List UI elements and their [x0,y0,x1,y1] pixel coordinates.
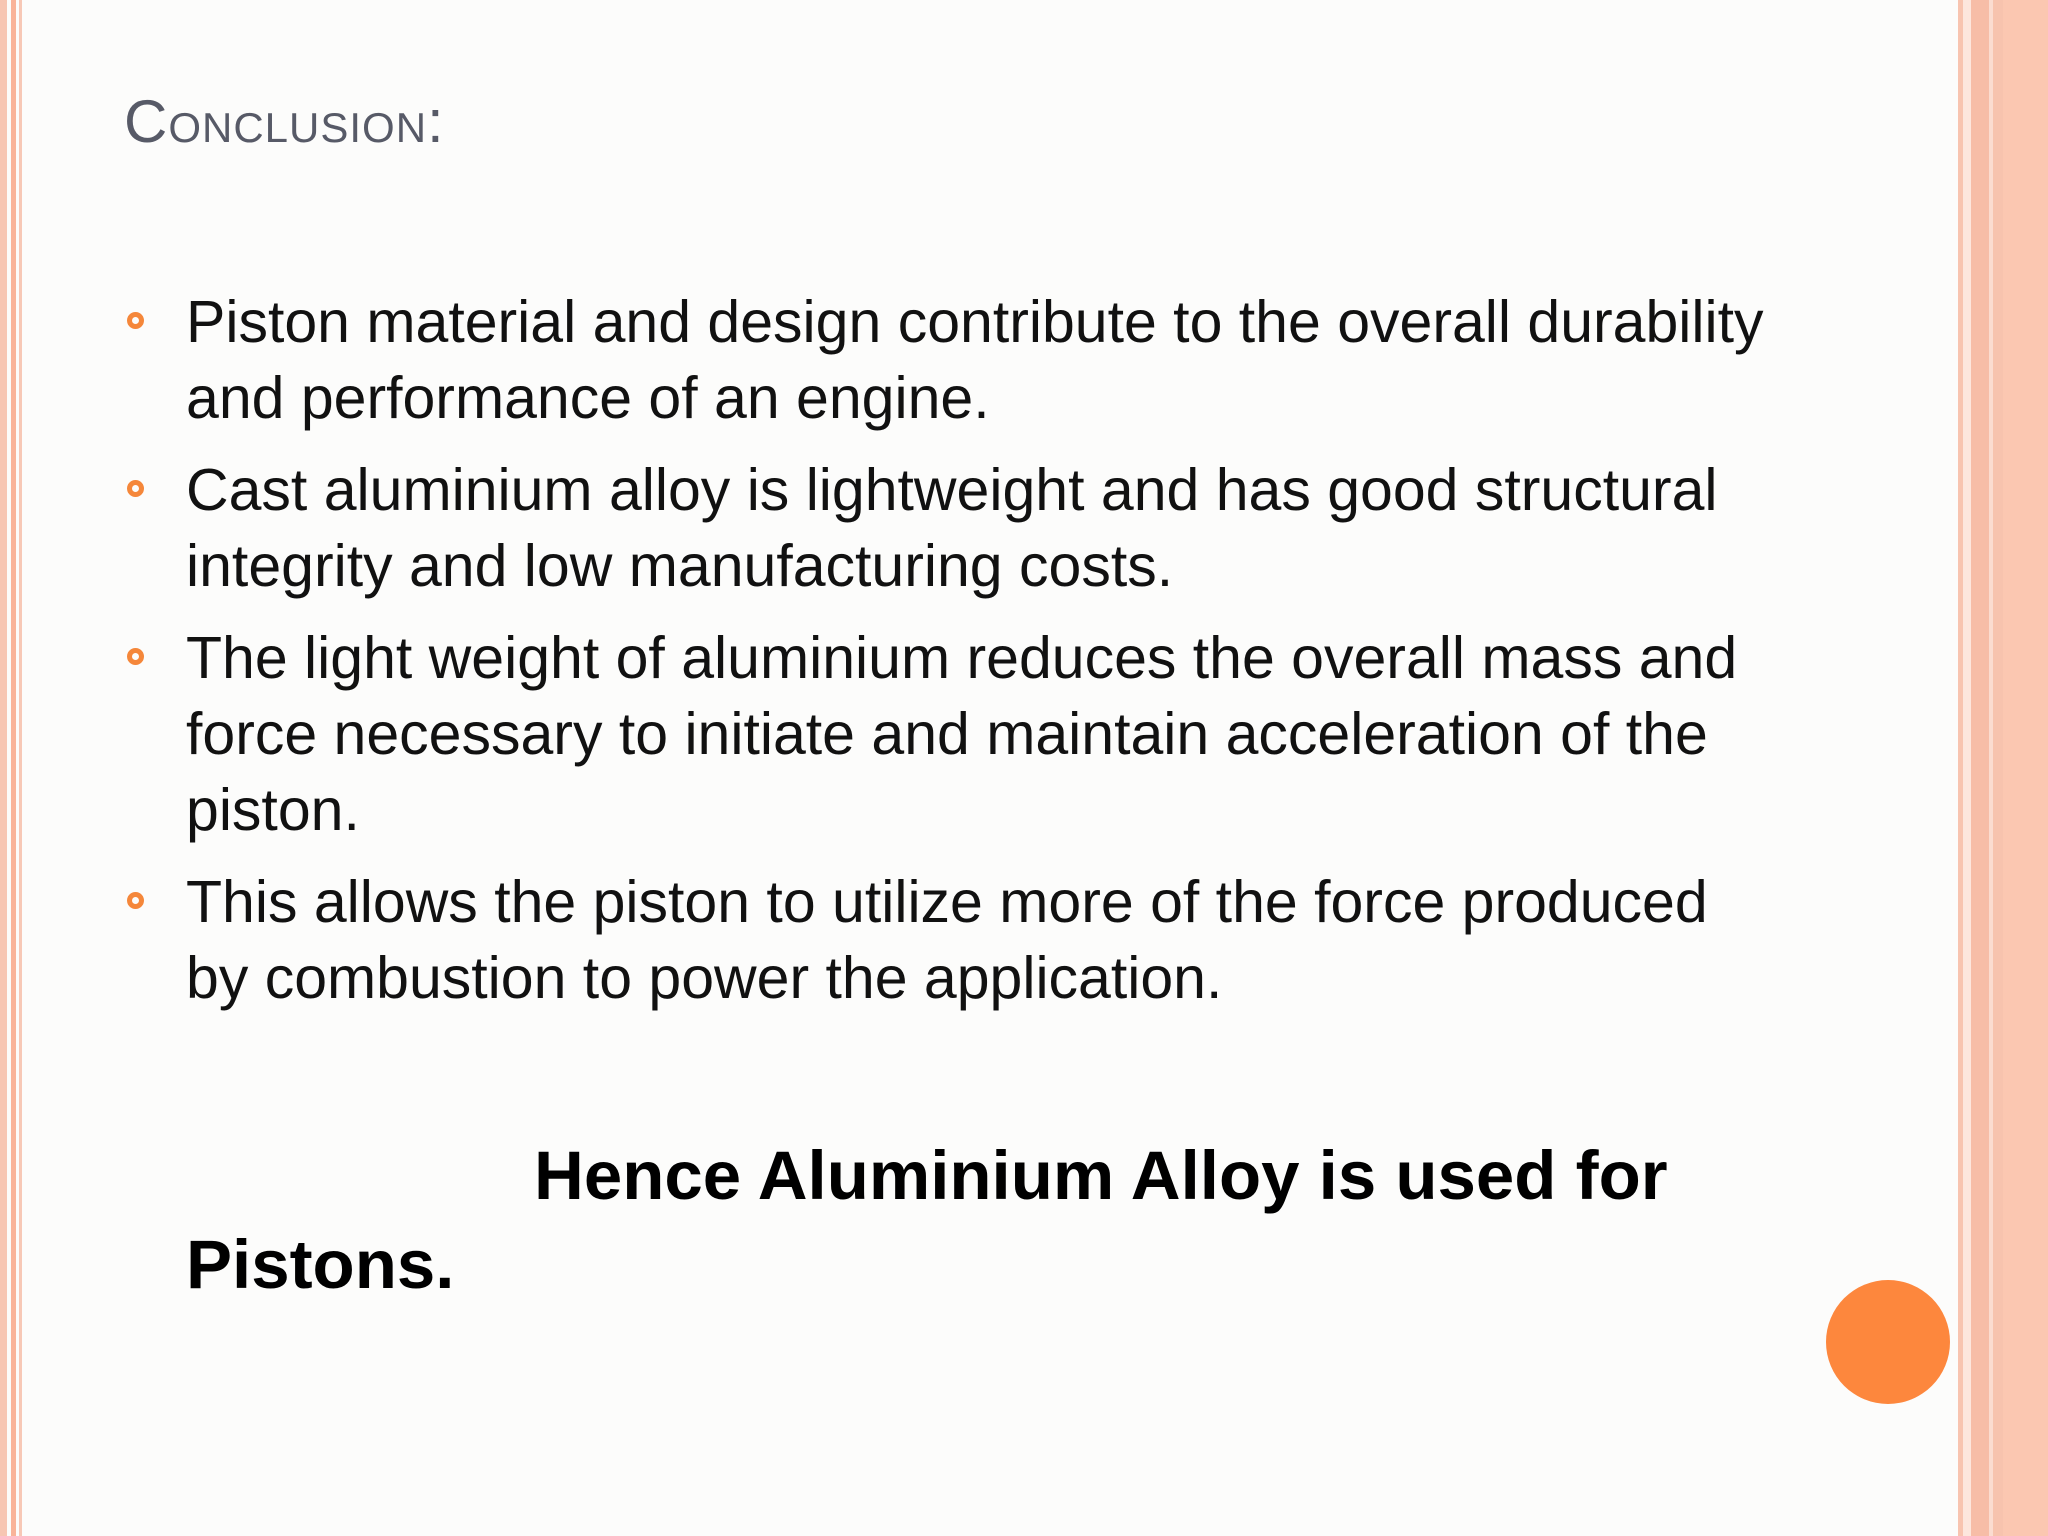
right-frame-stripe [1963,0,1971,1536]
right-frame-stripe [1993,0,2003,1536]
bullet-text: Cast aluminium alloy is lightweight and has good structural integrity and low manufacturing costs. [186,457,1718,599]
hollow-circle-bullet-icon [127,312,144,329]
hollow-circle-bullet-icon [127,480,144,497]
left-frame-stripe [11,0,16,1536]
bullet-text: The light weight of aluminium reduces the overall mass and force necessary to initiate and maintain acceleration of the piston. [186,625,1738,843]
orange-circle-icon [1826,1280,1950,1404]
bullet-item [124,864,1784,1016]
hollow-circle-bullet-icon [127,648,144,665]
right-frame-stripe [2003,0,2048,1536]
left-frame-stripe [0,0,7,1536]
left-frame-stripe [19,0,22,1536]
slide-title: Conclusion: [124,88,445,155]
bullet-text: This allows the piston to utilize more of the force produced by combustion to power the application. [186,869,1708,1011]
bullet-item [124,452,1784,604]
hollow-circle-bullet-icon [127,892,144,909]
bullet-list [124,284,1784,1032]
bullet-item [124,284,1784,436]
right-frame-stripe [1971,0,1989,1536]
bullet-text: Piston material and design contribute to the overall durability and performance of an engine. [186,289,1764,431]
bullet-item [124,620,1784,848]
conclusion-statement: Hence Aluminium Alloy is used for Pistons. [186,1137,1668,1303]
